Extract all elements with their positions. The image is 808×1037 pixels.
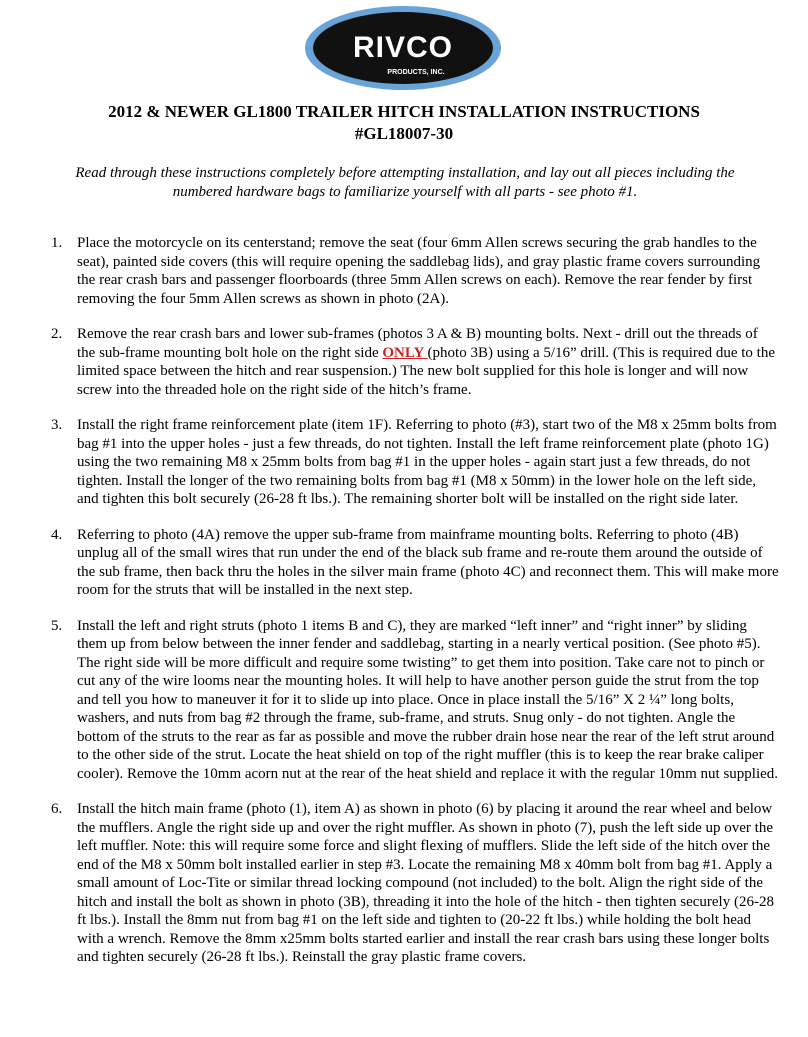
step-item: [0, 234, 779, 308]
logo-brand-text: RIVCO: [352, 31, 454, 64]
step-item: [0, 526, 779, 600]
step-number: 3.: [51, 417, 63, 433]
step-text: Install the left and right struts (photo 1 items B and C), they are marked “left inner” and “right inner” by sliding them up from below between the inner fender and saddlebag, starting in a nearly vertical position. (See photo #5). The right side will be more difficult and require some twisting” to get them into position. Take care not to pinch or cut any of the wire looms near the mounting holes. It will help to have another person guide the strut from the top and tell you how to maneuver it for it to slide up into place. Once in place install the 5/16” X 2 ¼” long bolts, washers, and nuts from bag #2 through the frame, sub-frame, and struts. Snug only - do not tighten. Angle the bottom of the struts to the rear as far as possible and move the rubber drain hose near the rear of the left strut around to the other side of the strut. Locate the heat shield on top of the right muffler (this is to keep the rear brake caliper cooler). Remove the 10mm acorn nut at the rear of the heat shield and replace it with the regular 10mm nut supplied.: [77, 617, 779, 782]
step-item: [0, 800, 779, 967]
step-number: 2.: [51, 326, 63, 342]
step-number: 1.: [51, 235, 63, 251]
step-number: 5.: [51, 617, 63, 634]
step-text: Install the right frame reinforcement plate (item 1F). Referring to photo (#3), start two of the M8 x 25mm bolts from bag #1 into the upper holes - just a few threads, do not tighten. Install the left frame reinforcement plate (photo 1G) using the two remaining M8 x 25mm bolts from bag #1 in the upper holes - again start just a few threads, do not tighten. Install the longer of the two remaining bolts from bag #1 (M8 x 50mm) in the lower hole on the left side, and tighten this bolt securely (26-28 ft lbs.). The remaining shorter bolt will be installed on the right side later.: [77, 417, 777, 507]
intro-paragraph: Read through these instructions completely before attempting installation, and lay out all pieces including the numbered hardware bags to familiarize yourself with all parts - see photo #1.: [75, 165, 735, 200]
step-item: [0, 416, 779, 509]
only-emphasis: ONLY: [382, 344, 428, 361]
step-item: [0, 325, 779, 399]
rivco-logo-emblem: [303, 4, 503, 92]
step-text: Place the motorcycle on its centerstand; remove the seat (four 6mm Allen screws securing the grab handles to the seat), painted side covers (this will require opening the saddlebag lids), and gray plastic frame covers surrounding the rear crash bars and passenger floorboards (three 5mm Allen screws on each). Remove the rear fender by first removing the four 5mm Allen screws as shown in photo (2A).: [77, 235, 761, 307]
steps-list: [0, 234, 808, 984]
logo-tagline-text: PRODUCTS, INC.: [387, 69, 445, 76]
step-text: Remove the rear crash bars and lower sub-frames (photos 3 A & B) mounting bolts. Next - drill out the threads of the sub-frame mounting bolt hole on the right side: [77, 326, 758, 361]
step-text-continued: (photo 3B) using a 5/16” drill. (This is required due to the limited space between the hitch and rear suspension.) The new bolt supplied for this hole is longer and will now screw into the threaded hole on the right side of the hitch’s frame.: [77, 344, 775, 398]
step-item: [0, 617, 779, 784]
part-number: #GL18007-30: [354, 124, 454, 143]
step-text: Install the hitch main frame (photo (1), item A) as shown in photo (6) by placing it around the rear wheel and below the mufflers. Angle the right side up and over the right muffler. As shown in photo (7), push the left side up over the left muffler. Note: this will require some force and slight flexing of mufflers. Slide the left side of the hitch over the end of the M8 x 50mm bolt installed earlier in step #3. Locate the remaining M8 x 40mm bolt from bag #1. Apply a small amount of Loc-Tite or similar thread locking compound (not included) to the bolt. Align the right side of the hitch and install the bolt as shown in photo (3B), threading it into the hole of the hitch - then tighten securely (26-28 ft lbs.). Install the 8mm nut from bag #1 on the left side and tighten to (20-22 ft lbs.) while holding the bolt head with a wrench. Remove the 8mm x25mm bolts started earlier and install the rear crash bars using these longer bolts and tighten securely (26-28 ft lbs.). Reinstall the gray plastic frame covers.: [77, 801, 774, 965]
step-number: 6.: [51, 801, 63, 817]
rivco-logo: [303, 4, 503, 92]
page-title: 2012 & NEWER GL1800 TRAILER HITCH INSTALLATION INSTRUCTIONS: [108, 102, 700, 121]
step-number: 4.: [51, 526, 63, 543]
step-text: Referring to photo (4A) remove the upper sub-frame from mainframe mounting bolts. Referring to photo (4B) unplug all of the small wires that run under the end of the black sub frame and re-route them around the outside of the sub frame, then back thru the holes in the silver main frame (photo 4C) and reconnect them. This will make more room for the struts that will be installed in the next step.: [77, 526, 779, 598]
